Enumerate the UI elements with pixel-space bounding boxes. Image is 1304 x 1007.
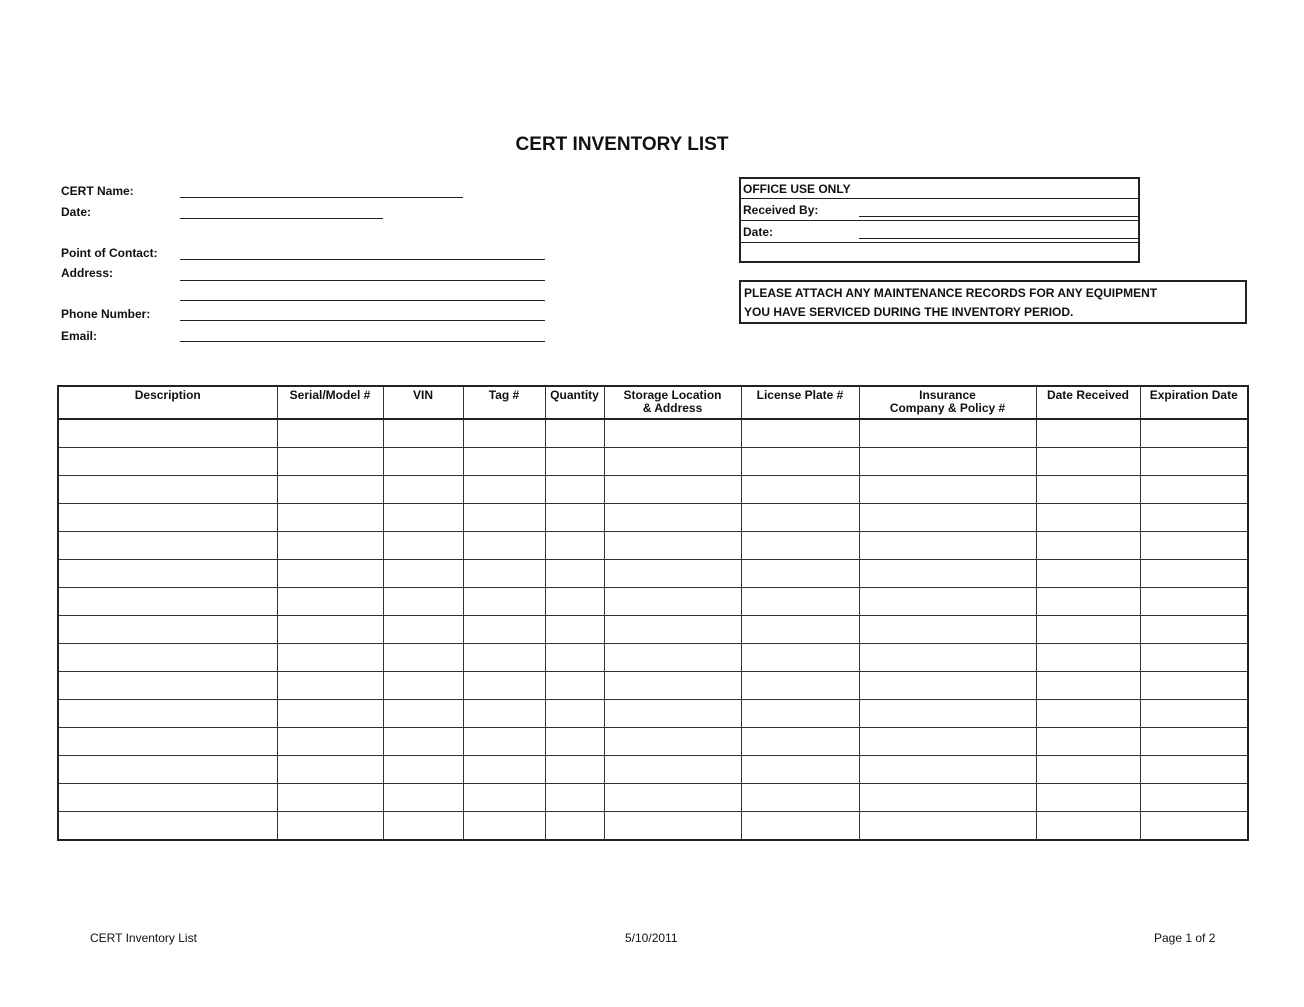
table-cell[interactable]	[604, 728, 741, 756]
table-cell[interactable]	[277, 644, 383, 672]
table-cell[interactable]	[383, 476, 463, 504]
table-cell[interactable]	[58, 419, 277, 448]
table-cell[interactable]	[1140, 448, 1248, 476]
table-cell[interactable]	[277, 672, 383, 700]
column-header-line-1: Description	[134, 388, 201, 402]
table-cell[interactable]	[277, 419, 383, 448]
address-label: Address:	[61, 266, 114, 280]
table-cell[interactable]	[58, 644, 277, 672]
table-cell[interactable]	[604, 560, 741, 588]
table-cell[interactable]	[58, 532, 277, 560]
table-cell[interactable]	[1036, 616, 1140, 644]
table-cell[interactable]	[604, 616, 741, 644]
table-cell[interactable]	[859, 700, 1036, 728]
table-cell[interactable]	[463, 588, 545, 616]
column-header-line-1: Date Received	[1046, 388, 1130, 402]
table-cell[interactable]	[463, 616, 545, 644]
table-cell[interactable]	[463, 448, 545, 476]
table-cell[interactable]	[1036, 644, 1140, 672]
table-cell[interactable]	[741, 728, 859, 756]
table-cell[interactable]	[545, 644, 604, 672]
table-cell[interactable]	[383, 728, 463, 756]
table-cell[interactable]	[463, 560, 545, 588]
table-cell[interactable]	[463, 784, 545, 812]
table-cell[interactable]	[1140, 476, 1248, 504]
footer-date: 5/10/2011	[625, 931, 678, 945]
table-cell[interactable]	[58, 812, 277, 841]
table-cell[interactable]	[741, 812, 859, 841]
column-header	[277, 386, 383, 419]
received-by-field[interactable]	[859, 216, 1138, 217]
table-row	[58, 672, 1248, 700]
table-cell[interactable]	[277, 756, 383, 784]
table-cell[interactable]	[545, 812, 604, 841]
table-cell[interactable]	[1140, 560, 1248, 588]
table-cell[interactable]	[58, 448, 277, 476]
table-cell[interactable]	[463, 476, 545, 504]
table-cell[interactable]	[859, 419, 1036, 448]
column-header	[463, 386, 545, 419]
table-cell[interactable]	[859, 672, 1036, 700]
point-of-contact-label: Point of Contact:	[61, 246, 158, 260]
table-cell[interactable]	[604, 588, 741, 616]
column-header	[604, 386, 741, 419]
column-header	[859, 386, 1036, 419]
table-cell[interactable]	[1036, 756, 1140, 784]
table-row	[58, 532, 1248, 560]
table-row	[58, 644, 1248, 672]
table-cell[interactable]	[1036, 812, 1140, 841]
table-header-row	[58, 386, 1248, 419]
table-cell[interactable]	[859, 728, 1036, 756]
column-header-line-1: VIN	[412, 388, 433, 402]
table-cell[interactable]	[277, 588, 383, 616]
table-cell[interactable]	[1140, 812, 1248, 841]
table-cell[interactable]	[463, 700, 545, 728]
table-cell[interactable]	[463, 672, 545, 700]
table-cell[interactable]	[604, 644, 741, 672]
column-header	[1036, 386, 1140, 419]
column-header-line-1: Insurance	[919, 388, 976, 402]
table-cell[interactable]	[604, 700, 741, 728]
phone-number-label: Phone Number:	[61, 307, 151, 321]
table-row	[58, 616, 1248, 644]
maintenance-notice-box	[739, 280, 1247, 324]
table-cell[interactable]	[545, 588, 604, 616]
table-cell[interactable]	[1036, 672, 1140, 700]
table-cell[interactable]	[463, 756, 545, 784]
table-cell[interactable]	[383, 419, 463, 448]
table-cell[interactable]	[463, 644, 545, 672]
table-row	[58, 756, 1248, 784]
table-cell[interactable]	[277, 812, 383, 841]
table-cell[interactable]	[545, 672, 604, 700]
column-header-line-1: Quantity	[550, 388, 599, 402]
table-cell[interactable]	[741, 616, 859, 644]
table-cell[interactable]	[1036, 784, 1140, 812]
table-cell[interactable]	[383, 504, 463, 532]
table-cell[interactable]	[383, 644, 463, 672]
inventory-table	[57, 385, 1249, 841]
footer-document-name: CERT Inventory List	[90, 931, 197, 945]
table-cell[interactable]	[1140, 616, 1248, 644]
column-header-line-1: Storage Location	[623, 388, 722, 402]
point-of-contact-field[interactable]	[180, 259, 545, 260]
column-header	[383, 386, 463, 419]
table-cell[interactable]	[741, 700, 859, 728]
table-cell[interactable]	[277, 504, 383, 532]
table-cell[interactable]	[1140, 504, 1248, 532]
office-date-row	[741, 221, 1138, 243]
table-cell[interactable]	[859, 616, 1036, 644]
table-cell[interactable]	[1036, 700, 1140, 728]
office-use-box	[739, 177, 1140, 263]
table-cell[interactable]	[383, 616, 463, 644]
table-cell[interactable]	[859, 644, 1036, 672]
table-cell[interactable]	[604, 448, 741, 476]
table-cell[interactable]	[741, 784, 859, 812]
table-cell[interactable]	[604, 756, 741, 784]
table-cell[interactable]	[741, 644, 859, 672]
table-cell[interactable]	[1140, 644, 1248, 672]
table-row	[58, 448, 1248, 476]
table-cell[interactable]	[1140, 728, 1248, 756]
table-cell[interactable]	[859, 448, 1036, 476]
column-header-line-2: & Address	[642, 401, 703, 415]
table-cell[interactable]	[1140, 532, 1248, 560]
table-cell[interactable]	[58, 672, 277, 700]
table-cell[interactable]	[859, 588, 1036, 616]
table-cell[interactable]	[383, 588, 463, 616]
table-cell[interactable]	[463, 419, 545, 448]
table-row	[58, 476, 1248, 504]
table-cell[interactable]	[545, 448, 604, 476]
column-header-line-1: Serial/Model #	[289, 388, 371, 402]
table-cell[interactable]	[1140, 672, 1248, 700]
table-cell[interactable]	[741, 532, 859, 560]
column-header-line-2: Company & Policy #	[889, 401, 1006, 415]
table-cell[interactable]	[1140, 756, 1248, 784]
table-row	[58, 560, 1248, 588]
table-cell[interactable]	[58, 616, 277, 644]
table-row	[58, 728, 1248, 756]
table-row	[58, 812, 1248, 841]
table-cell[interactable]	[383, 560, 463, 588]
table-cell[interactable]	[383, 448, 463, 476]
table-cell[interactable]	[383, 756, 463, 784]
table-cell[interactable]	[1140, 419, 1248, 448]
table-cell[interactable]	[58, 728, 277, 756]
table-row	[58, 588, 1248, 616]
table-cell[interactable]	[545, 784, 604, 812]
column-header	[1140, 386, 1248, 419]
table-cell[interactable]	[741, 756, 859, 784]
received-by-row	[741, 199, 1138, 221]
table-cell[interactable]	[1036, 476, 1140, 504]
table-cell[interactable]	[1036, 504, 1140, 532]
table-cell[interactable]	[604, 784, 741, 812]
table-cell[interactable]	[1140, 700, 1248, 728]
table-cell[interactable]	[277, 560, 383, 588]
column-header-line-1: License Plate #	[756, 388, 844, 402]
table-cell[interactable]	[604, 672, 741, 700]
table-cell[interactable]	[859, 784, 1036, 812]
table-cell[interactable]	[277, 700, 383, 728]
table-cell[interactable]	[604, 812, 741, 841]
table-cell[interactable]	[1036, 560, 1140, 588]
table-cell[interactable]	[463, 728, 545, 756]
table-cell[interactable]	[1036, 532, 1140, 560]
table-cell[interactable]	[545, 532, 604, 560]
table-cell[interactable]	[277, 532, 383, 560]
table-cell[interactable]	[545, 419, 604, 448]
table-cell[interactable]	[545, 616, 604, 644]
table-cell[interactable]	[545, 504, 604, 532]
table-cell[interactable]	[58, 504, 277, 532]
table-body	[58, 419, 1248, 840]
table-cell[interactable]	[383, 812, 463, 841]
table-cell[interactable]	[58, 756, 277, 784]
column-header	[58, 386, 277, 419]
address-field-line-1[interactable]	[180, 280, 545, 281]
office-use-header: OFFICE USE ONLY	[741, 179, 1138, 199]
table-cell[interactable]	[277, 476, 383, 504]
table-cell[interactable]	[1036, 448, 1140, 476]
phone-number-field[interactable]	[180, 320, 545, 321]
table-cell[interactable]	[545, 728, 604, 756]
table-cell[interactable]	[383, 784, 463, 812]
table-cell[interactable]	[859, 756, 1036, 784]
address-field-line-2[interactable]	[180, 300, 545, 301]
table-cell[interactable]	[545, 476, 604, 504]
table-cell[interactable]	[277, 728, 383, 756]
email-field[interactable]	[180, 341, 545, 342]
table-cell[interactable]	[58, 700, 277, 728]
notice-line-2: YOU HAVE SERVICED DURING THE INVENTORY PERIOD.	[744, 305, 1074, 319]
table-cell[interactable]	[463, 504, 545, 532]
table-row	[58, 504, 1248, 532]
table-cell[interactable]	[463, 532, 545, 560]
table-cell[interactable]	[1036, 728, 1140, 756]
column-header-line-1: Expiration Date	[1149, 388, 1238, 402]
date-label: Date:	[61, 205, 92, 219]
table-row	[58, 784, 1248, 812]
table-cell[interactable]	[604, 476, 741, 504]
table-cell[interactable]	[545, 560, 604, 588]
table-cell[interactable]	[58, 784, 277, 812]
notice-line-1: PLEASE ATTACH ANY MAINTENANCE RECORDS FOR ANY EQUIPMENT	[744, 286, 1158, 300]
table-cell[interactable]	[58, 560, 277, 588]
table-cell[interactable]	[383, 672, 463, 700]
date-field[interactable]	[180, 218, 383, 219]
table-cell[interactable]	[1036, 588, 1140, 616]
table-cell[interactable]	[741, 476, 859, 504]
table-cell[interactable]	[741, 560, 859, 588]
table-cell[interactable]	[383, 532, 463, 560]
table-cell[interactable]	[383, 700, 463, 728]
office-date-label: Date:	[743, 225, 774, 239]
table-cell[interactable]	[859, 476, 1036, 504]
table-cell[interactable]	[741, 448, 859, 476]
table-cell[interactable]	[1140, 784, 1248, 812]
table-cell[interactable]	[604, 419, 741, 448]
table-cell[interactable]	[604, 532, 741, 560]
table-cell[interactable]	[277, 448, 383, 476]
table-cell[interactable]	[741, 419, 859, 448]
table-cell[interactable]	[545, 700, 604, 728]
table-cell[interactable]	[741, 588, 859, 616]
table-cell[interactable]	[604, 504, 741, 532]
table-row	[58, 700, 1248, 728]
table-cell[interactable]	[741, 672, 859, 700]
table-cell[interactable]	[58, 476, 277, 504]
table-cell[interactable]	[741, 504, 859, 532]
table-cell[interactable]	[545, 756, 604, 784]
table-cell[interactable]	[1036, 419, 1140, 448]
table-cell[interactable]	[463, 812, 545, 841]
office-date-field[interactable]	[859, 238, 1138, 239]
cert-name-label: CERT Name:	[61, 184, 134, 198]
table-row	[58, 419, 1248, 448]
table-cell[interactable]	[277, 616, 383, 644]
email-label: Email:	[61, 329, 98, 343]
table-cell[interactable]	[859, 532, 1036, 560]
table-cell[interactable]	[1140, 588, 1248, 616]
received-by-label: Received By:	[743, 203, 819, 217]
table-cell[interactable]	[859, 504, 1036, 532]
table-cell[interactable]	[277, 784, 383, 812]
footer-page-number: Page 1 of 2	[1154, 931, 1216, 945]
cert-name-field[interactable]	[180, 197, 463, 198]
column-header-line-1: Tag #	[488, 388, 520, 402]
table-cell[interactable]	[859, 812, 1036, 841]
column-header	[741, 386, 859, 419]
column-header	[545, 386, 604, 419]
page-title: CERT INVENTORY LIST	[515, 134, 729, 155]
table-cell[interactable]	[859, 560, 1036, 588]
table-cell[interactable]	[58, 588, 277, 616]
